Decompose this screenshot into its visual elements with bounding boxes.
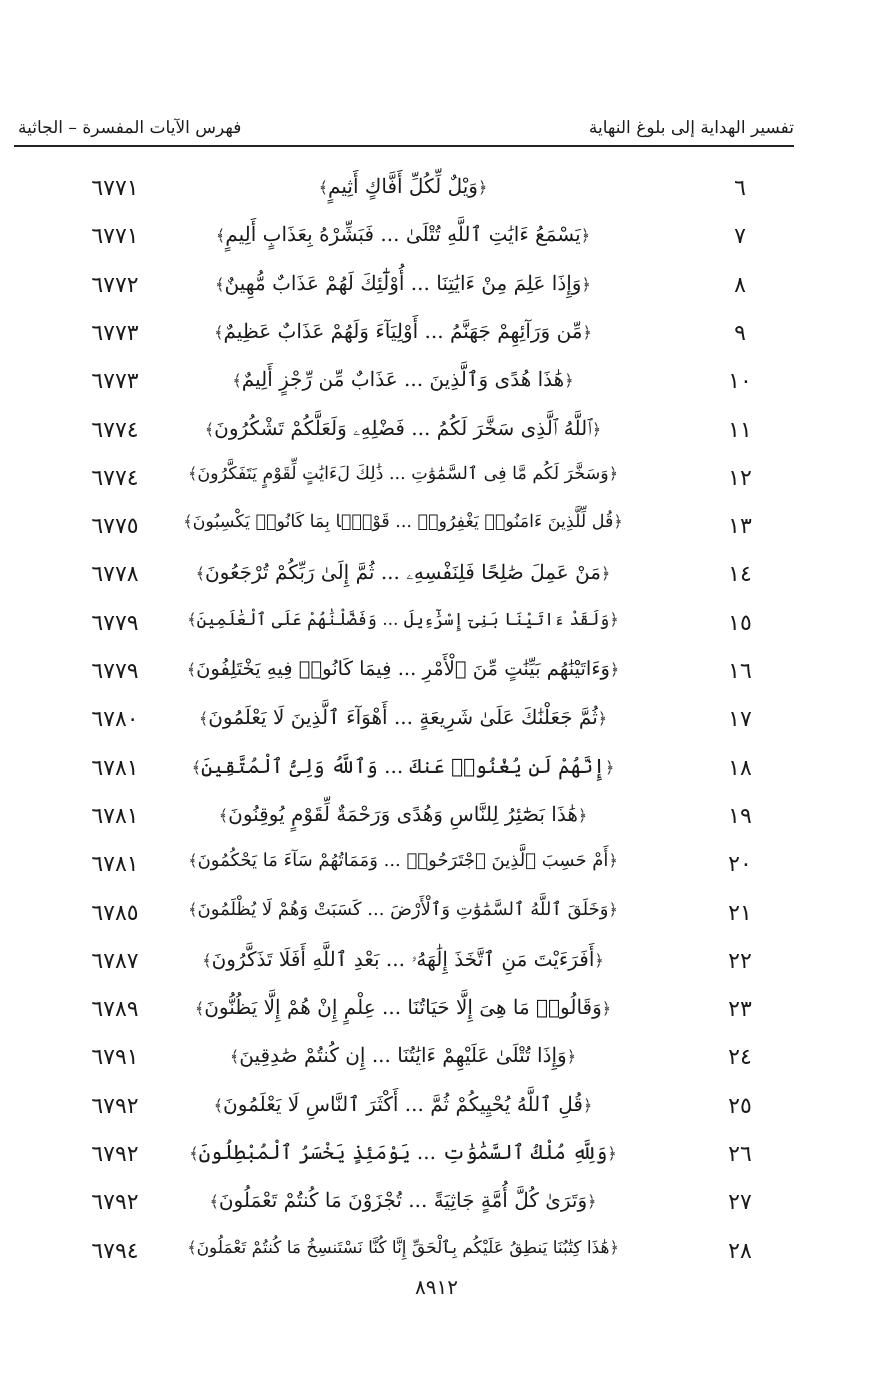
verse-number: ١٧ [728, 707, 752, 733]
index-row [0, 170, 873, 218]
verse-words: قُلِ ٱللَّهُ يُحْيِيكُمْ ثُمَّ ... أَكْثَرَ ٱلنَّاسِ لَا يَعْلَمُونَ [223, 1091, 583, 1116]
ornate-bracket-open: ﴿ [597, 709, 608, 729]
ornate-bracket-open: ﴿ [594, 950, 604, 970]
verse-number: ١٤ [728, 562, 752, 588]
verse-text [183, 1140, 623, 1164]
verse-number: ٩ [734, 320, 746, 346]
verse-text [183, 850, 623, 871]
verse-words: ٱللَّهُ ٱلَّذِى سَخَّرَ لَكُمُ ... فَضْلِهِۦ وَلَعَلَّكُمْ تَشْكُرُونَ [214, 415, 592, 440]
verse-number: ٢٠ [728, 852, 752, 878]
index-row [0, 556, 873, 604]
index-row [0, 508, 873, 556]
page-reference: ٦٧٧١ [91, 224, 139, 250]
verse-text [183, 367, 623, 391]
ornate-bracket-open: ﴿ [582, 322, 592, 342]
ornate-bracket-open: ﴿ [608, 463, 619, 483]
page-reference: ٦٧٩٢ [91, 1190, 139, 1216]
verse-words: وَلِلَّهِ مُلْكُ ٱلسَّمَٰوَٰتِ ... يَوْمَئِذٍ يَخْسَرُ ٱلْمُبْطِلُونَ [198, 1140, 608, 1164]
verse-number: ٢٨ [728, 1238, 752, 1264]
ornate-bracket-open: ﴿ [564, 371, 574, 391]
verse-text [183, 416, 623, 440]
ornate-bracket-open: ﴿ [609, 1237, 619, 1257]
ornate-bracket-close: ﴾ [187, 463, 198, 483]
page-reference: ٦٧٧٩ [91, 610, 139, 636]
ornate-bracket-close: ﴾ [318, 178, 329, 197]
ornate-bracket-open: ﴿ [477, 178, 488, 197]
page-reference: ٦٧٩٢ [91, 1093, 139, 1119]
verse-text [183, 1237, 623, 1258]
verse-number: ١١ [728, 417, 752, 443]
verse-text [183, 1043, 623, 1067]
index-row [0, 1088, 873, 1136]
verse-number: ٨ [734, 272, 746, 298]
ornate-bracket-close: ﴾ [195, 564, 205, 584]
running-header [18, 108, 794, 138]
index-row [0, 943, 873, 991]
verse-number: ٢٤ [728, 1045, 752, 1071]
page-reference: ٦٧٩٢ [91, 1142, 139, 1167]
verse-number: ١٢ [728, 465, 752, 491]
verse-words: أَمْ حَسِبَ ٱلَّذِينَ ٱجْتَرَحُوا۟ ... وَمَمَاتُهُمْ سَآءَ مَا يَحْكُمُونَ [197, 850, 609, 872]
verse-words: وَتَرَىٰ كُلَّ أُمَّةٍ جَاثِيَةً ... تُجْزَوْنَ مَا كُنتُمْ تَعْمَلُونَ [218, 1188, 588, 1213]
verse-words: يَسْمَعُ ءَايَٰتِ ٱللَّهِ تُتْلَىٰ ... فَبَشِّرْهُ بِعَذَابٍ أَلِيمٍ [225, 222, 581, 247]
verse-words: هَٰذَا بَصَٰٓئِرُ لِلنَّاسِ وَهُدًى وَرَحْمَةٌ لِّقَوْمٍ يُوقِنُونَ [228, 801, 578, 826]
section-title: فهرس الآيات المفسرة – الجاثية [18, 118, 242, 138]
verse-text [183, 754, 623, 778]
verse-number: ٢٧ [728, 1190, 752, 1216]
ornate-bracket-open: ﴿ [601, 999, 612, 1019]
verse-number: ٧ [734, 224, 746, 250]
header-rule [14, 145, 794, 147]
page-reference: ٦٧٨١ [91, 755, 139, 781]
verse-words: ثُمَّ جَعَلْنَٰكَ عَلَىٰ شَرِيعَةٍ ... أَهْوَآءَ ٱلَّذِينَ لَا يَعْلَمُونَ [208, 705, 598, 730]
ornate-bracket-close: ﴾ [204, 419, 215, 439]
ornate-bracket-close: ﴾ [215, 274, 225, 294]
verse-text [183, 560, 623, 584]
page-reference: ٦٧٩٤ [91, 1238, 139, 1264]
ornate-bracket-close: ﴾ [232, 371, 242, 391]
page-reference: ٦٧٨٧ [91, 948, 139, 974]
verse-text [183, 271, 623, 295]
verse-number: ٢٦ [728, 1142, 752, 1167]
verse-number: ١٥ [728, 610, 752, 636]
ornate-bracket-open: ﴿ [613, 512, 623, 532]
verse-words: قُل لِّلَّذِينَ ءَامَنُوا۟ يَغْفِرُوا۟ ... قَوْمًۢا بِمَا كَانُوا۟ يَكْسِبُونَ [192, 512, 614, 533]
page-reference: ٦٧٧٤ [91, 417, 139, 443]
page-reference: ٦٧٨٩ [91, 997, 139, 1023]
verse-number: ٦ [734, 176, 746, 201]
page-reference: ٦٧٨١ [91, 803, 139, 829]
index-row [0, 846, 873, 894]
index-row [0, 653, 873, 701]
index-row [0, 701, 873, 749]
ornate-bracket-close: ﴾ [213, 1095, 224, 1115]
verse-text [183, 947, 623, 971]
ornate-bracket-close: ﴾ [202, 950, 212, 970]
index-row [0, 315, 873, 363]
index-row [0, 750, 873, 798]
page-reference: ٦٧٧٩ [91, 659, 139, 684]
ornate-bracket-open: ﴿ [577, 805, 588, 825]
page-reference: ٦٧٧١ [91, 176, 139, 201]
ornate-bracket-open: ﴿ [581, 274, 591, 294]
page-reference: ٦٧٧٣ [91, 369, 139, 395]
ornate-bracket-open: ﴿ [608, 851, 618, 871]
ornate-bracket-close: ﴾ [194, 999, 205, 1019]
verse-words: وَلَقَدْ ءَاتَيْنَا بَنِىٓ إِسْرَٰٓءِيلَ ... وَفَضَّلْنَٰهُمْ عَلَى ٱلْعَٰلَمِينَ [196, 609, 610, 630]
verse-number: ١٨ [728, 755, 752, 781]
ornate-bracket-close: ﴾ [187, 1237, 197, 1257]
index-row [0, 1233, 873, 1281]
verse-text [183, 222, 623, 246]
verse-number: ١٩ [728, 803, 752, 829]
page-reference: ٦٧٧٢ [91, 272, 139, 298]
verse-text [183, 899, 623, 920]
page-number: ٨٩١٢ [415, 1275, 458, 1299]
verse-text [183, 705, 623, 729]
verse-words: أَفَرَءَيْتَ مَنِ ٱتَّخَذَ إِلَٰهَهُۥ ... بَعْدِ ٱللَّهِ أَفَلَا تَذَكَّرُونَ [211, 946, 595, 971]
ornate-bracket-open: ﴿ [601, 564, 611, 584]
ornate-bracket-close: ﴾ [198, 709, 209, 729]
index-row [0, 218, 873, 266]
index-row [0, 798, 873, 846]
page-reference: ٦٧٧٨ [91, 562, 139, 588]
verse-text [183, 995, 623, 1019]
page-reference: ٦٧٨١ [91, 852, 139, 878]
verse-text [183, 1188, 623, 1212]
page-reference: ٦٧٨٥ [91, 900, 139, 926]
ornate-bracket-close: ﴾ [187, 609, 197, 629]
ornate-bracket-open: ﴿ [580, 226, 591, 246]
index-row [0, 605, 873, 653]
index-row [0, 412, 873, 460]
ornate-bracket-open: ﴿ [609, 660, 620, 679]
verse-text [183, 657, 623, 680]
ornate-bracket-close: ﴾ [218, 805, 229, 825]
verse-text [183, 802, 623, 826]
index-row [0, 1184, 873, 1232]
book-title: تفسير الهداية إلى بلوغ النهاية [588, 118, 794, 138]
ornate-bracket-open: ﴿ [608, 899, 618, 919]
verse-words: وَقَالُوا۟ مَا هِىَ إِلَّا حَيَاتُنَا ... عِلْمٍ إِنْ هُمْ إِلَّا يَظُنُّونَ [204, 995, 602, 1020]
ornate-bracket-close: ﴾ [188, 851, 198, 871]
verse-words: هَٰذَا هُدًى وَٱلَّذِينَ ... عَذَابٌ مِّن رِّجْزٍ أَلِيمٌ [241, 367, 565, 392]
verse-words: وَءَاتَيْنَٰهُم بَيِّنَٰتٍ مِّنَ ٱلْأَمْرِ ... فِيمَا كَانُوا۟ فِيهِ يَخْتَلِفُونَ [196, 657, 610, 680]
verse-words: وَيْلٌ لِّكُلِّ أَفَّاكٍ أَثِيمٍ [328, 174, 478, 198]
page-reference: ٦٧٧٣ [91, 320, 139, 346]
ornate-bracket-open: ﴿ [566, 1047, 577, 1067]
verse-number: ١٣ [728, 514, 752, 540]
ornate-bracket-close: ﴾ [188, 899, 198, 919]
page-reference: ٦٧٧٥ [91, 514, 139, 540]
ornate-bracket-open: ﴿ [587, 1192, 597, 1212]
verse-words: وَسَخَّرَ لَكُم مَّا فِى ٱلسَّمَٰوَٰتِ ... ذَٰلِكَ لَءَايَٰتٍ لِّقَوْمٍ يَتَفَكَّرُونَ [197, 463, 609, 484]
ornate-bracket-close: ﴾ [229, 1047, 240, 1067]
ornate-bracket-open: ﴿ [582, 1095, 593, 1115]
index-row [0, 363, 873, 411]
verse-number: ١٦ [728, 659, 752, 684]
ornate-bracket-close: ﴾ [209, 1192, 219, 1212]
verse-words: هَٰذَا كِتَٰبُنَا يَنطِقُ عَلَيْكُم بِٱلْحَقِّ إِنَّا كُنَّا نَسْتَنسِخُ مَا كُنتُمْ تَعْمَلُونَ [196, 1237, 610, 1258]
ornate-bracket-close: ﴾ [191, 757, 201, 777]
verse-text [183, 319, 623, 343]
index-row [0, 267, 873, 315]
verse-text [183, 1092, 623, 1116]
verse-number: ٢٢ [728, 948, 752, 974]
index-row [0, 1136, 873, 1184]
verse-words: وَإِذَا تُتْلَىٰ عَلَيْهِمْ ءَايَٰتُنَا ... إِن كُنتُمْ صَٰدِقِينَ [239, 1043, 567, 1068]
verse-text [183, 174, 623, 198]
verse-text [183, 464, 623, 484]
index-row [0, 1039, 873, 1087]
index-row [0, 991, 873, 1039]
verse-text [183, 512, 623, 532]
page-reference: ٦٧٨٠ [91, 707, 139, 733]
page-reference: ٦٧٧٤ [91, 465, 139, 491]
ornate-bracket-open: ﴿ [604, 757, 615, 777]
ornate-bracket-open: ﴿ [591, 419, 602, 439]
ornate-bracket-open: ﴿ [609, 609, 619, 629]
verse-number: ٢٥ [728, 1093, 752, 1119]
ornate-bracket-close: ﴾ [186, 660, 197, 679]
ornate-bracket-open: ﴿ [607, 1144, 617, 1163]
verse-words: مَنْ عَمِلَ صَٰلِحًا فَلِنَفْسِهِۦ ... ثُمَّ إِلَىٰ رَبِّكُمْ تُرْجَعُونَ [204, 560, 602, 585]
ornate-bracket-close: ﴾ [189, 1144, 199, 1163]
verse-words: إِنَّهُمْ لَن يُغْنُوا۟ عَنكَ ... وَٱللَّهُ وَلِىُّ ٱلْمُتَّقِينَ [201, 753, 605, 778]
verse-text [183, 609, 623, 630]
verse-words: وَإِذَا عَلِمَ مِنْ ءَايَٰتِنَا ... أُوْلَٰٓئِكَ لَهُمْ عَذَابٌ مُّهِينٌ [224, 270, 582, 295]
ornate-bracket-close: ﴾ [215, 226, 226, 246]
ornate-bracket-close: ﴾ [183, 512, 193, 532]
verse-words: مِّن وَرَآئِهِمْ جَهَنَّمُ ... أَوْلِيَآءَ وَلَهُمْ عَذَابٌ عَظِيمٌ [223, 318, 583, 343]
verse-number: ٢١ [728, 900, 752, 926]
ornate-bracket-close: ﴾ [214, 322, 224, 342]
index-row [0, 895, 873, 943]
index-row [0, 460, 873, 508]
verse-number: ٢٣ [728, 997, 752, 1023]
verse-number: ١٠ [728, 369, 752, 395]
page-reference: ٦٧٩١ [91, 1045, 139, 1071]
verse-words: وَخَلَقَ ٱللَّهُ ٱلسَّمَٰوَٰتِ وَٱلْأَرْضَ ... كَسَبَتْ وَهُمْ لَا يُظْلَمُونَ [197, 898, 609, 920]
